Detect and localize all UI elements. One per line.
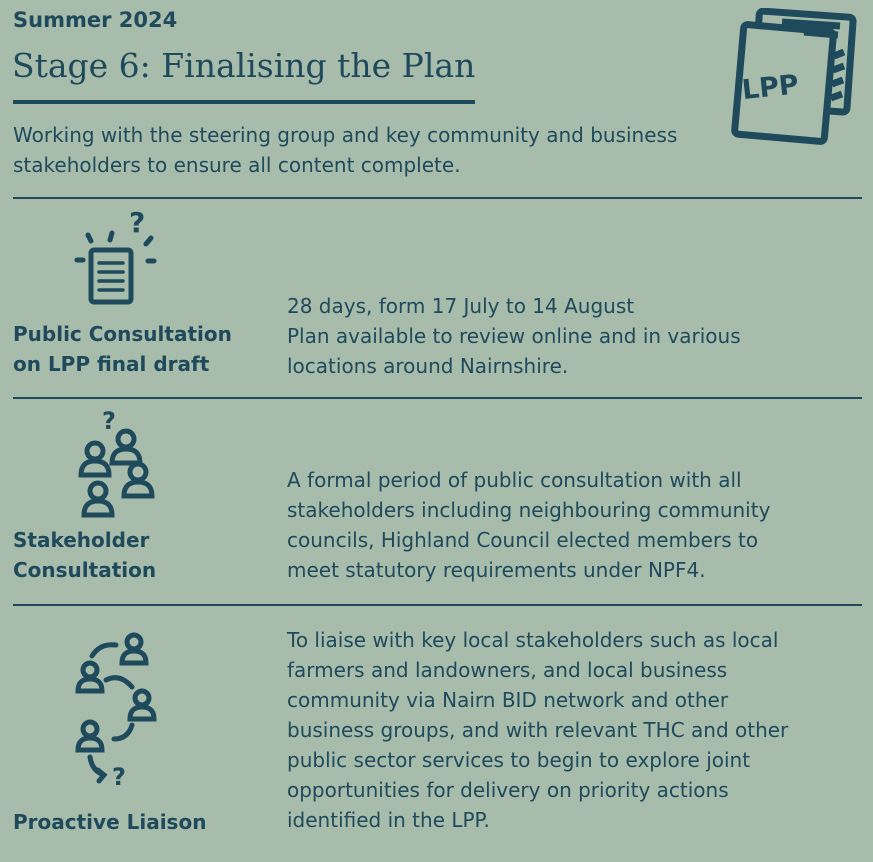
lpp-logo-text: LPP [740, 69, 801, 107]
intro-text: Working with the steering group and key community and business stakeholders to ensure all content complete. [13, 123, 678, 177]
description-line: locations around Nairnshire. [287, 354, 569, 378]
description-line: Plan available to review online and in various [287, 324, 741, 348]
svg-text:?: ? [102, 407, 116, 435]
description-line: stakeholders including neighbouring community [287, 498, 771, 522]
section-description [287, 465, 867, 585]
description-line: A formal period of public consultation with all [287, 468, 742, 492]
description-line: community via Nairn BID network and other [287, 688, 729, 712]
description-line: meet statutory requirements under NPF4. [287, 558, 706, 582]
svg-text:?: ? [129, 206, 146, 239]
title-underline [13, 100, 475, 104]
description-line: To liaise with key local stakeholders such as local [287, 628, 779, 652]
lpp-document-icon [712, 8, 857, 150]
description-line: public sector services to begin to explore joint [287, 748, 751, 772]
divider-2 [13, 397, 862, 399]
section-description [287, 291, 867, 381]
description-line: identified in the LPP. [287, 808, 490, 832]
page-title: Stage 6: Finalising the Plan [12, 46, 476, 85]
people-group-question-icon [68, 405, 168, 523]
people-chain-liaison-icon [70, 625, 170, 795]
section-label: Proactive Liaison [13, 810, 207, 834]
description-line: farmers and landowners, and local business [287, 658, 728, 682]
season-label: Summer 2024 [13, 8, 178, 32]
divider-1 [13, 197, 862, 199]
section-description [287, 625, 867, 835]
description-line: opportunities for delivery on priority actions [287, 778, 729, 802]
document-question-icon [74, 205, 164, 307]
svg-text:?: ? [112, 763, 126, 791]
section-label: Stakeholder Consultation [13, 528, 157, 582]
description-line: 28 days, form 17 July to 14 August [287, 294, 635, 318]
divider-3 [13, 604, 862, 606]
description-line: councils, Highland Council elected members to [287, 528, 759, 552]
section-label: Public Consultation on LPP final draft [13, 322, 232, 376]
description-line: business groups, and with relevant THC and other [287, 718, 789, 742]
